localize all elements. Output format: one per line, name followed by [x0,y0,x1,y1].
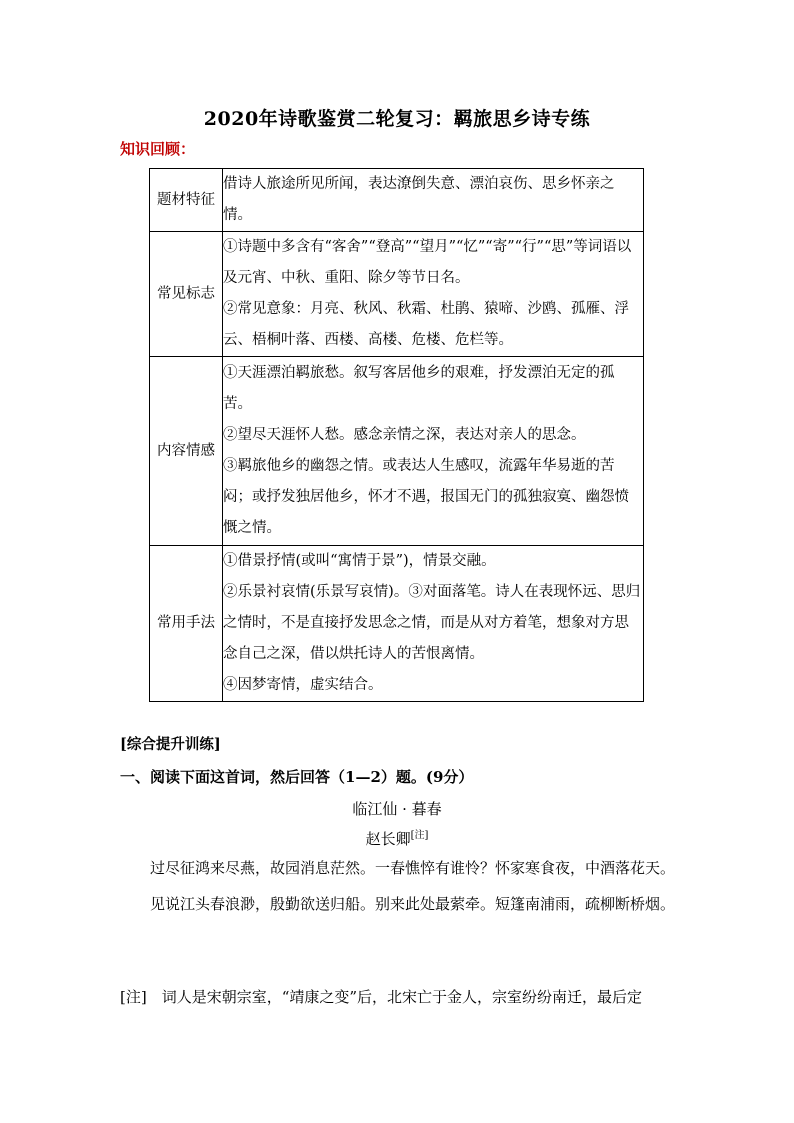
footnote: [注] 词人是宋朝宗室，“靖康之变”后，北宋亡于金人，宗室纷纷南迁，最后定 [120,988,643,1006]
content-line: ②常见意象：月亮、秋风、秋霜、杜鹃、猿啼、沙鸥、孤雁、浮云、梧桐叶落、西楼、高楼、危楼、危栏等。 [223,301,629,348]
content-line: ②乐景衬哀情(乐景写哀情)。③对面落笔。诗人在表现怀远、思归之情时，不是直接抒发思念之情，而是从对方着笔，想象对方思念自己之深，借以烘托诗人的苦恨离情。 [223,584,641,662]
row-content [223,546,644,702]
row-label: 题材特征 [150,169,223,232]
poem-body [120,852,675,924]
content-line: ①诗题中多含有“客舍”“登高”“望月”“忆”“寄”“行”“思”等词语以及元宵、中秋、重阳、除夕等节日名。 [223,239,632,286]
table-row [150,169,644,232]
row-content [223,232,644,357]
table-row [150,546,644,702]
content-line: ③羁旅他乡的幽怨之情。或表达人生感叹，流露年华易逝的苦闷；或抒发独居他乡，怀才不遇，报国无门的孤独寂寞、幽怨愤慨之情。 [223,458,629,536]
content-line: ②望尽天涯怀人愁。感念亲情之深，表达对亲人的思念。 [223,427,586,443]
knowledge-table [149,168,644,702]
table-row [150,232,644,357]
content-line: ①天涯漂泊羁旅愁。叙写客居他乡的艰难，抒发漂泊无定的孤苦。 [223,365,615,412]
training-heading: [综合提升训练] [120,736,221,753]
row-label: 内容情感 [150,357,223,546]
content-line: ④因梦寄情，虚实结合。 [223,677,383,693]
page-title: 2020年诗歌鉴赏二轮复习：羁旅思乡诗专练 [203,108,591,130]
row-content [223,169,644,232]
poem-stanza: 见说江头春浪渺，殷勤欲送归船。别来此处最萦牵。短篷南浦雨，疏柳断桥烟。 [150,895,676,913]
table-row [150,357,644,546]
row-label: 常用手法 [150,546,223,702]
question-text: 一、阅读下面这首词，然后回答（1—2）题。(9分） [120,768,474,786]
knowledge-heading: 知识回顾： [120,140,196,158]
poem-title: 临江仙 · 暮春 [352,800,442,818]
author-name: 赵长卿 [365,830,411,848]
row-label: 常见标志 [150,232,223,357]
row-content [223,357,644,546]
content-line: ①借景抒情(或叫“寓情于景”)，情景交融。 [223,553,496,569]
author-note-mark: [注] [410,830,429,841]
content-line: 借诗人旅途所见所闻，表达潦倒失意、漂泊哀伤、思乡怀亲之情。 [223,176,615,223]
poem-stanza: 过尽征鸿来尽燕，故园消息茫然。一春憔悴有谁怜？怀家寒食夜，中酒落花天。 [150,859,676,877]
poem-author [0,826,794,849]
